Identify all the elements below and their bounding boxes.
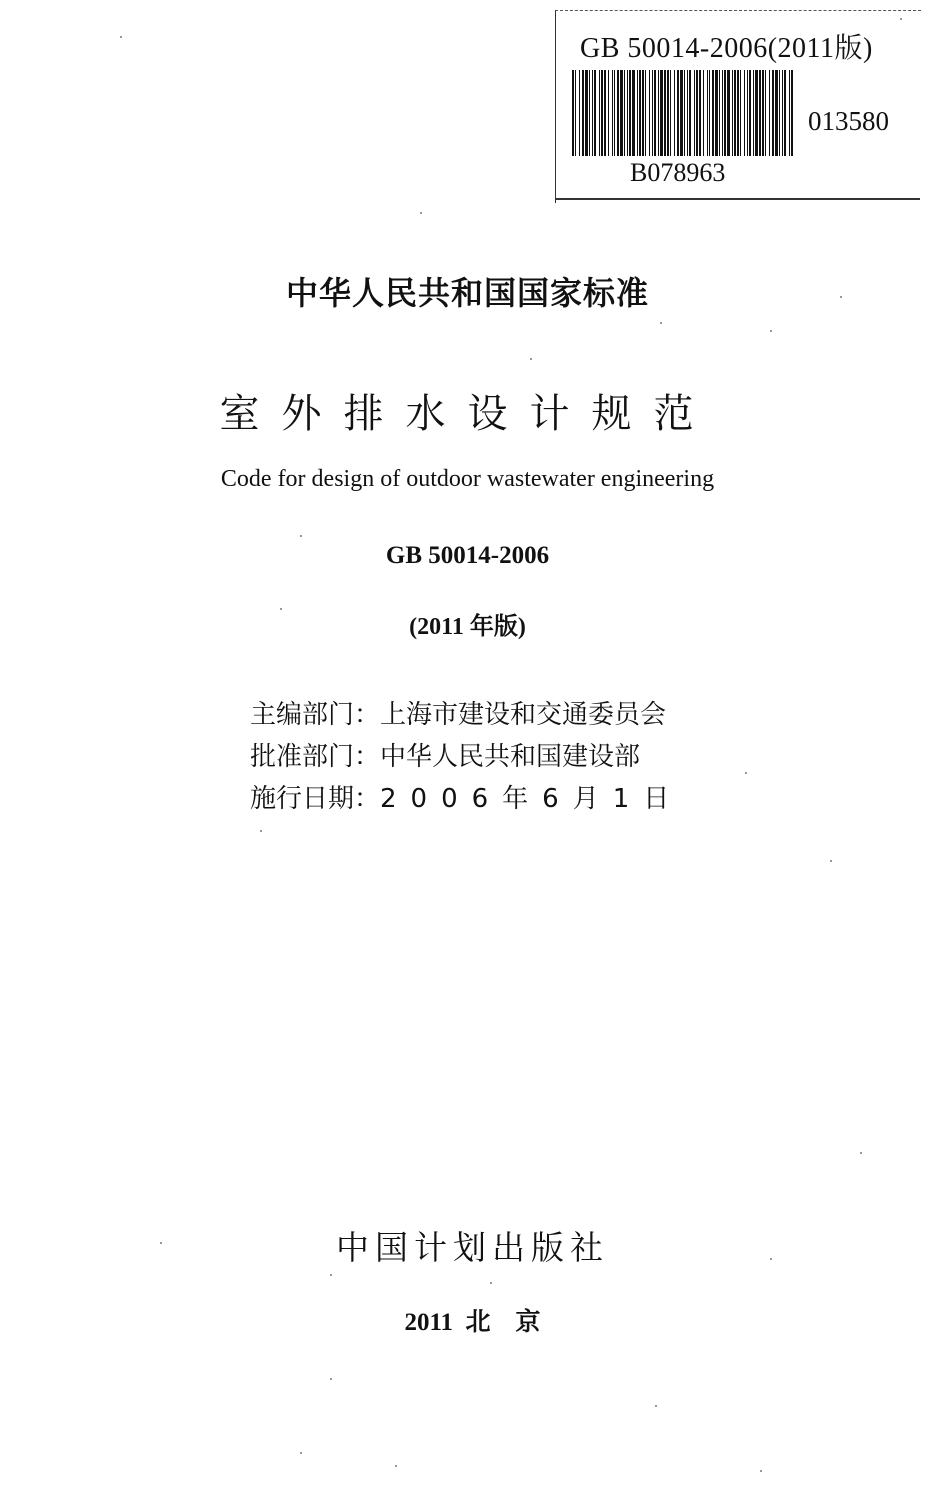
barcode-bar [755, 70, 758, 156]
barcode-bar [664, 70, 666, 156]
barcode-bar [604, 70, 606, 156]
speck [660, 322, 662, 324]
document-title-chinese: 室外排水设计规范 [219, 391, 716, 437]
barcode-bar [772, 70, 774, 156]
barcode-bar [684, 70, 685, 156]
approver-label: 批准部门： [250, 742, 381, 772]
barcode-bar [719, 70, 720, 156]
barcode-bar [658, 70, 659, 156]
barcode-bar [632, 70, 635, 156]
editor-line [250, 694, 666, 731]
barcode-bar [747, 70, 748, 156]
edition-label: (2011 年版) [409, 614, 526, 640]
speck [490, 1282, 492, 1284]
speck [760, 1470, 762, 1472]
barcode-bar [762, 70, 764, 156]
speck [120, 36, 122, 38]
speck [280, 608, 282, 610]
barcode-bar [732, 70, 733, 156]
speck [260, 830, 262, 832]
barcode-bar [703, 70, 704, 156]
editor-value: 上海市建设和交通委员会 [380, 700, 667, 730]
speck [830, 860, 832, 862]
accession-number: 013580 [808, 106, 889, 136]
barcode-bar [677, 70, 679, 156]
barcode-bar [791, 70, 793, 156]
barcode-bar [649, 70, 650, 156]
barcode-bar [617, 70, 619, 156]
barcode-bar [769, 70, 770, 156]
barcode-bar [645, 70, 646, 156]
barcode-bar [715, 70, 718, 156]
publication-year-place: 2011 北 京 [404, 1309, 541, 1336]
barcode-bar [589, 70, 590, 156]
standard-number: GB 50014-2006 [385, 542, 550, 569]
speck [655, 1405, 657, 1407]
barcode-bar [689, 70, 691, 156]
barcode-bar [696, 70, 698, 156]
barcode-bar [582, 70, 584, 156]
barcode-bar [608, 70, 609, 156]
speck [160, 1242, 162, 1244]
barcode-bar [712, 70, 714, 156]
barcode-bar [680, 70, 683, 156]
barcode-bar [624, 70, 625, 156]
barcode-bar [642, 70, 644, 156]
barcode-bar [765, 70, 766, 156]
barcode [570, 70, 795, 160]
barcode-bar [667, 70, 669, 156]
barcode-bar [670, 70, 671, 156]
barcode-bar [699, 70, 701, 156]
barcode-bar [629, 70, 631, 156]
speck [770, 1258, 772, 1260]
barcode-bar [592, 70, 593, 156]
barcode-bar [734, 70, 736, 156]
barcode-bar [639, 70, 641, 156]
speck [770, 330, 772, 332]
speck [745, 772, 747, 774]
barcode-bar [627, 70, 628, 156]
barcode-bar [740, 70, 741, 156]
barcode-bar [575, 70, 576, 156]
barcode-number: B078963 [630, 158, 726, 187]
barcode-bar [620, 70, 623, 156]
label-standard-code: GB 50014-2006(2011版) [580, 33, 873, 64]
barcode-bar [687, 70, 688, 156]
barcode-bar [660, 70, 663, 156]
barcode-bar [724, 70, 726, 156]
barcode-bar [759, 70, 761, 156]
barcode-bar [572, 70, 574, 156]
barcode-bar [652, 70, 653, 156]
barcode-bar [782, 70, 783, 156]
effective-date-line [250, 778, 683, 815]
label-divider [555, 198, 920, 200]
barcode-bar [614, 70, 615, 156]
speck [840, 296, 842, 298]
speck [530, 358, 532, 360]
barcode-bar [707, 70, 708, 156]
speck [395, 1465, 397, 1467]
date-value: 2006年6月1日 [380, 784, 684, 814]
speck [860, 1152, 862, 1154]
barcode-bar [749, 70, 751, 156]
date-label: 施行日期： [250, 784, 381, 814]
document-title-english: Code for design of outdoor wastewater engineering [220, 466, 715, 492]
speck [900, 18, 902, 20]
barcode-bar [579, 70, 580, 156]
barcode-bar [789, 70, 790, 156]
speck [330, 1274, 332, 1276]
editor-label: 主编部门： [250, 700, 381, 730]
barcode-bar [612, 70, 613, 156]
barcode-bar [694, 70, 695, 156]
publisher-name: 中国计划出版社 [336, 1228, 609, 1267]
barcode-bar [737, 70, 739, 156]
approver-value: 中华人民共和国建设部 [380, 742, 641, 772]
barcode-bar [674, 70, 675, 156]
barcode-bar [775, 70, 778, 156]
speck [330, 1378, 332, 1380]
barcode-bar [722, 70, 723, 156]
barcode-bar [599, 70, 600, 156]
speck [300, 1452, 302, 1454]
approver-line [250, 736, 640, 773]
barcode-bar [594, 70, 596, 156]
barcode-bar [744, 70, 745, 156]
barcode-bar [784, 70, 786, 156]
barcode-bar [637, 70, 638, 156]
speck [300, 535, 302, 537]
barcode-bar [585, 70, 588, 156]
barcode-bar [779, 70, 780, 156]
barcode-bar [601, 70, 603, 156]
barcode-bar [709, 70, 710, 156]
barcode-bar [753, 70, 754, 156]
barcode-bar [654, 70, 656, 156]
standard-type-heading: 中华人民共和国国家标准 [285, 274, 649, 312]
speck [420, 212, 422, 214]
barcode-bar [727, 70, 730, 156]
